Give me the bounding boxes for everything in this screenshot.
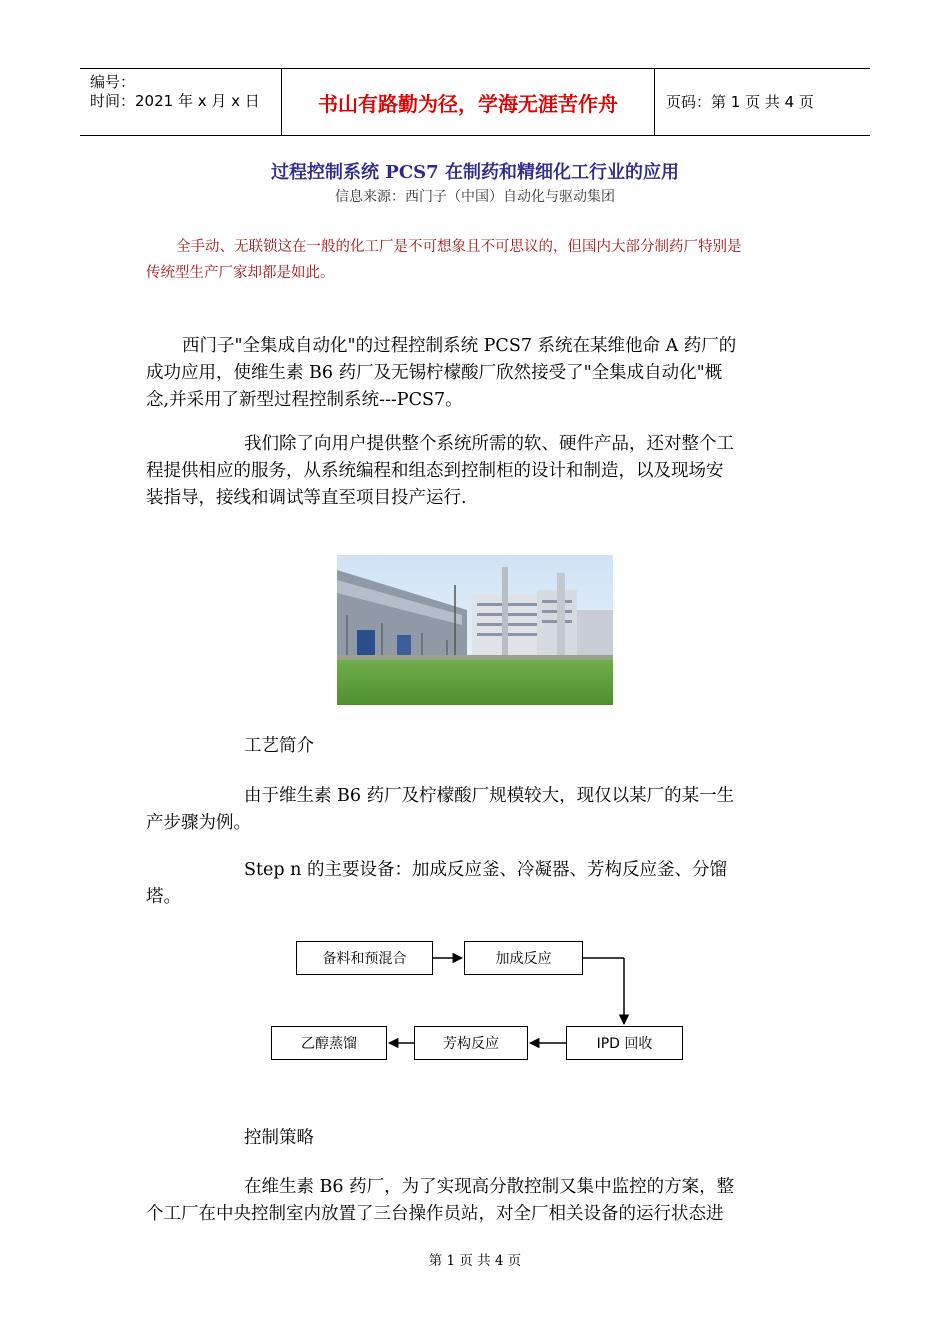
header-time: 时间：2021 年 x 月 x 日 (90, 92, 260, 110)
paragraph-line: 产步骤为例。 (146, 813, 251, 833)
header-number: 编号： (90, 73, 136, 91)
paragraph-line: 装指导，接线和调试等直至项目投产运行. (146, 488, 467, 508)
header-divider (654, 68, 655, 136)
article-source: 信息来源：西门子（中国）自动化与驱动集团 (335, 189, 615, 205)
paragraph-line: 由于维生素 B6 药厂及柠檬酸厂规模较大，现仅以某厂的某一生 (244, 786, 735, 806)
paragraph-line: 在维生素 B6 药厂，为了实现高分散控制又集中监控的方案，整 (244, 1177, 735, 1197)
paragraph-line: 个工厂在中央控制室内放置了三台操作员站，对全厂相关设备的运行状态进 (146, 1204, 724, 1224)
article-title: 过程控制系统 PCS7 在制药和精细化工行业的应用 (271, 162, 679, 183)
paragraph-line: 我们除了向用户提供整个系统所需的软、硬件产品，还对整个工 (244, 434, 734, 454)
flow-step-aromatization: 芳构反应 (414, 1026, 528, 1060)
page-footer: 第 1 页 共 4 页 (428, 1253, 522, 1269)
plant-photo (337, 555, 613, 705)
intro-paragraph (146, 234, 826, 286)
section-heading-control: 控制策略 (244, 1128, 314, 1148)
paragraph (146, 333, 806, 414)
paragraph-line: 塔。 (146, 887, 181, 907)
header-page-info: 页码：第 1 页 共 4 页 (666, 93, 814, 111)
paragraph (146, 1174, 806, 1228)
paragraph (146, 783, 806, 837)
flow-step-addition-reaction: 加成反应 (464, 941, 583, 975)
flow-step-ipd-recovery: IPD 回收 (566, 1026, 683, 1060)
paragraph (146, 431, 806, 512)
flow-step-preparation: 备料和预混合 (296, 941, 433, 975)
intro-line: 全手动、无联锁这在一般的化工厂是不可想象且不可思议的，但国内大部分制药厂特别是 (176, 239, 742, 255)
paragraph-line: Step n 的主要设备：加成反应釜、冷凝器、芳构反应釜、分馏 (244, 860, 727, 880)
paragraph (146, 857, 806, 911)
paragraph-line: 西门子"全集成自动化"的过程控制系统 PCS7 系统在某维他命 A 药厂的 (182, 336, 737, 356)
intro-line: 传统型生产厂家却都是如此。 (146, 265, 335, 281)
header-motto: 书山有路勤为径，学海无涯苦作舟 (318, 91, 618, 116)
paragraph-line: 念,并采用了新型过程控制系统---PCS7。 (146, 390, 463, 410)
flow-step-ethanol-distillation: 乙醇蒸馏 (271, 1026, 387, 1060)
section-heading-process: 工艺简介 (244, 736, 314, 756)
paragraph-line: 程提供相应的服务，从系统编程和组态到控制柜的设计和制造，以及现场安 (146, 461, 724, 481)
paragraph-line: 成功应用，使维生素 B6 药厂及无锡柠檬酸厂欣然接受了"全集成自动化"概 (146, 363, 723, 383)
